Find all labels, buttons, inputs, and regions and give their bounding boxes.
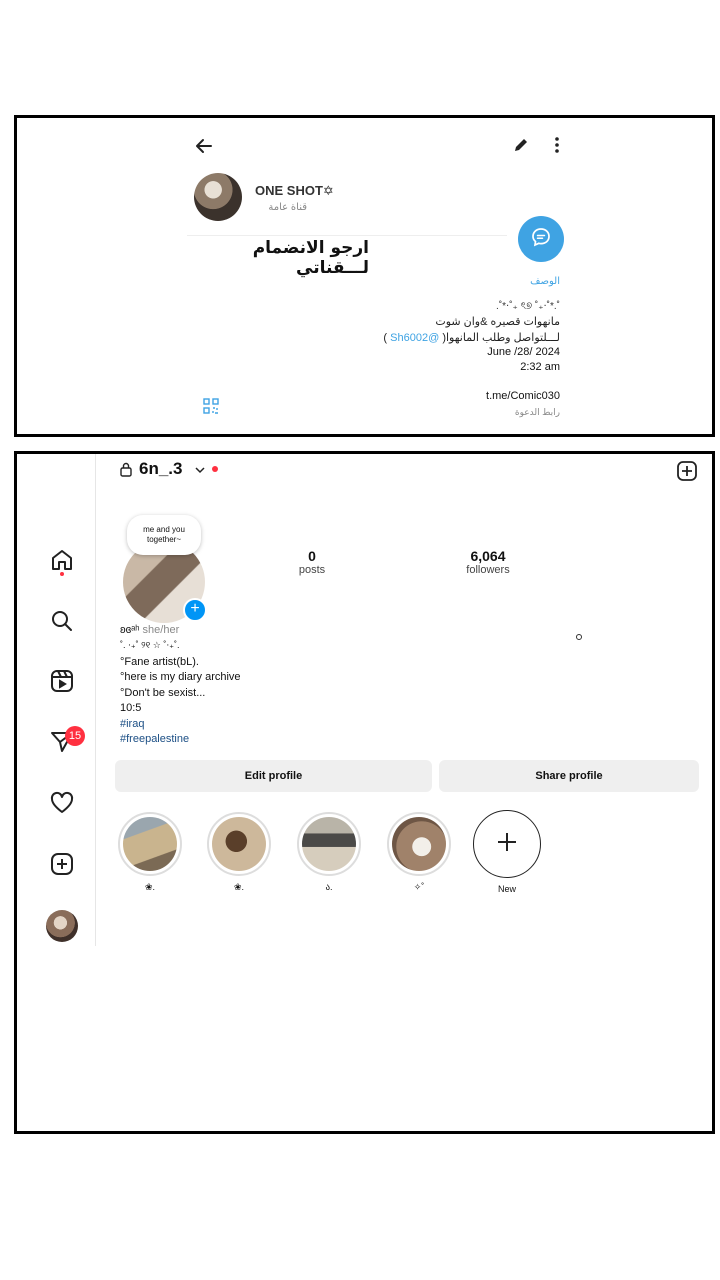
search-icon[interactable]	[47, 606, 77, 636]
highlight-2-label: ❀.	[233, 882, 245, 892]
new-highlight-circle	[473, 810, 541, 878]
description-decor: ˚.*˚‧₊˚ ৎ୭ ₊˚‧*˚.	[496, 301, 560, 312]
chevron-down-icon[interactable]	[194, 463, 206, 475]
invite-link-label: رابط الدعوة	[514, 407, 560, 417]
small-circle-mark	[576, 634, 582, 640]
bio-line-2: °here is my diary archive	[120, 671, 241, 683]
description-line-1: مانهوات قصيره &وان شوت	[435, 316, 560, 328]
channel-avatar[interactable]	[194, 173, 242, 221]
sidebar-divider	[95, 454, 96, 946]
profile-nav-avatar[interactable]	[46, 910, 78, 942]
pronouns: she/her	[142, 624, 180, 636]
share-profile-button[interactable]: Share profile	[439, 760, 699, 792]
home-icon[interactable]	[47, 545, 77, 575]
new-highlight[interactable]	[473, 810, 541, 894]
home-activity-dot	[60, 572, 64, 576]
highlight-3-cover	[297, 812, 361, 876]
channel-name: ONE SHOT✡	[255, 183, 334, 198]
bio-line-4: 10:5	[120, 702, 142, 714]
posts-stat[interactable]	[285, 548, 339, 576]
create-icon[interactable]	[47, 849, 77, 879]
highlight-1[interactable]	[118, 812, 182, 893]
description-date: June /28/ 2024	[487, 346, 560, 358]
pronouns-prefix: ʚɞᵃʰ	[120, 624, 140, 636]
highlight-3-label: ა.	[325, 882, 333, 892]
back-arrow-icon[interactable]	[193, 135, 215, 157]
edit-profile-button[interactable]: Edit profile	[115, 760, 432, 792]
telegram-channel-panel	[14, 115, 715, 437]
bio-line-1: °Fane artist(bL).	[120, 656, 199, 668]
edit-pencil-icon[interactable]	[511, 135, 531, 155]
new-highlight-label: New	[497, 884, 516, 894]
description-time: 2:32 am	[520, 361, 560, 373]
channel-headline: ارجو الانضمام لـــقناتي	[252, 238, 369, 278]
bio-line-3: °Don't be sexist...	[120, 687, 206, 699]
instagram-profile-panel	[14, 451, 715, 1134]
qr-code-icon[interactable]	[203, 398, 219, 414]
pronouns-line	[120, 623, 179, 639]
highlight-1-label: ❀.	[144, 882, 156, 892]
channel-type: قناة عامة	[268, 202, 307, 213]
highlight-4[interactable]	[387, 812, 451, 893]
create-post-icon[interactable]	[676, 460, 698, 482]
add-story-icon[interactable]: +	[183, 598, 207, 622]
highlight-1-cover	[118, 812, 182, 876]
more-options-icon[interactable]	[549, 135, 565, 155]
plus-icon	[496, 831, 518, 858]
heart-icon[interactable]	[47, 788, 77, 818]
lock-icon	[119, 461, 133, 477]
highlight-2-cover	[207, 812, 271, 876]
hashtag-iraq[interactable]: #iraq	[120, 718, 145, 730]
posts-count: 0	[308, 548, 316, 564]
highlight-3[interactable]	[297, 812, 361, 893]
bio-decor: ˚. ‧₊˚ ୨୧ ☆ ˚‧₊˚.	[120, 640, 180, 650]
highlight-4-label: ✧˚	[413, 882, 425, 892]
description-line-2	[357, 331, 560, 344]
discussion-button[interactable]	[518, 216, 564, 262]
highlight-2[interactable]	[207, 812, 271, 893]
description-label: الوصف	[530, 276, 560, 287]
hashtag-freepalestine[interactable]: #freepalestine	[120, 733, 190, 745]
notification-dot	[212, 466, 218, 472]
messages-badge: 15	[65, 726, 85, 746]
followers-stat[interactable]	[453, 548, 523, 576]
posts-label: posts	[298, 564, 326, 576]
chat-bubble-icon	[530, 226, 552, 253]
followers-count: 6,064	[470, 548, 506, 564]
profile-note[interactable]: me and you together~	[127, 515, 201, 555]
invite-link[interactable]: t.me/Comic030	[486, 390, 560, 402]
contact-handle-link[interactable]: @Sh6002	[390, 332, 440, 344]
description-line-2-prefix: لـــلتواصل وطلب المانهوا(	[439, 332, 560, 344]
description-line-2-suffix: )	[383, 332, 391, 344]
reels-icon[interactable]	[47, 666, 77, 696]
followers-label: followers	[466, 564, 510, 576]
highlight-4-cover	[387, 812, 451, 876]
username[interactable]: 6n_.3	[139, 459, 183, 478]
divider	[187, 235, 507, 236]
